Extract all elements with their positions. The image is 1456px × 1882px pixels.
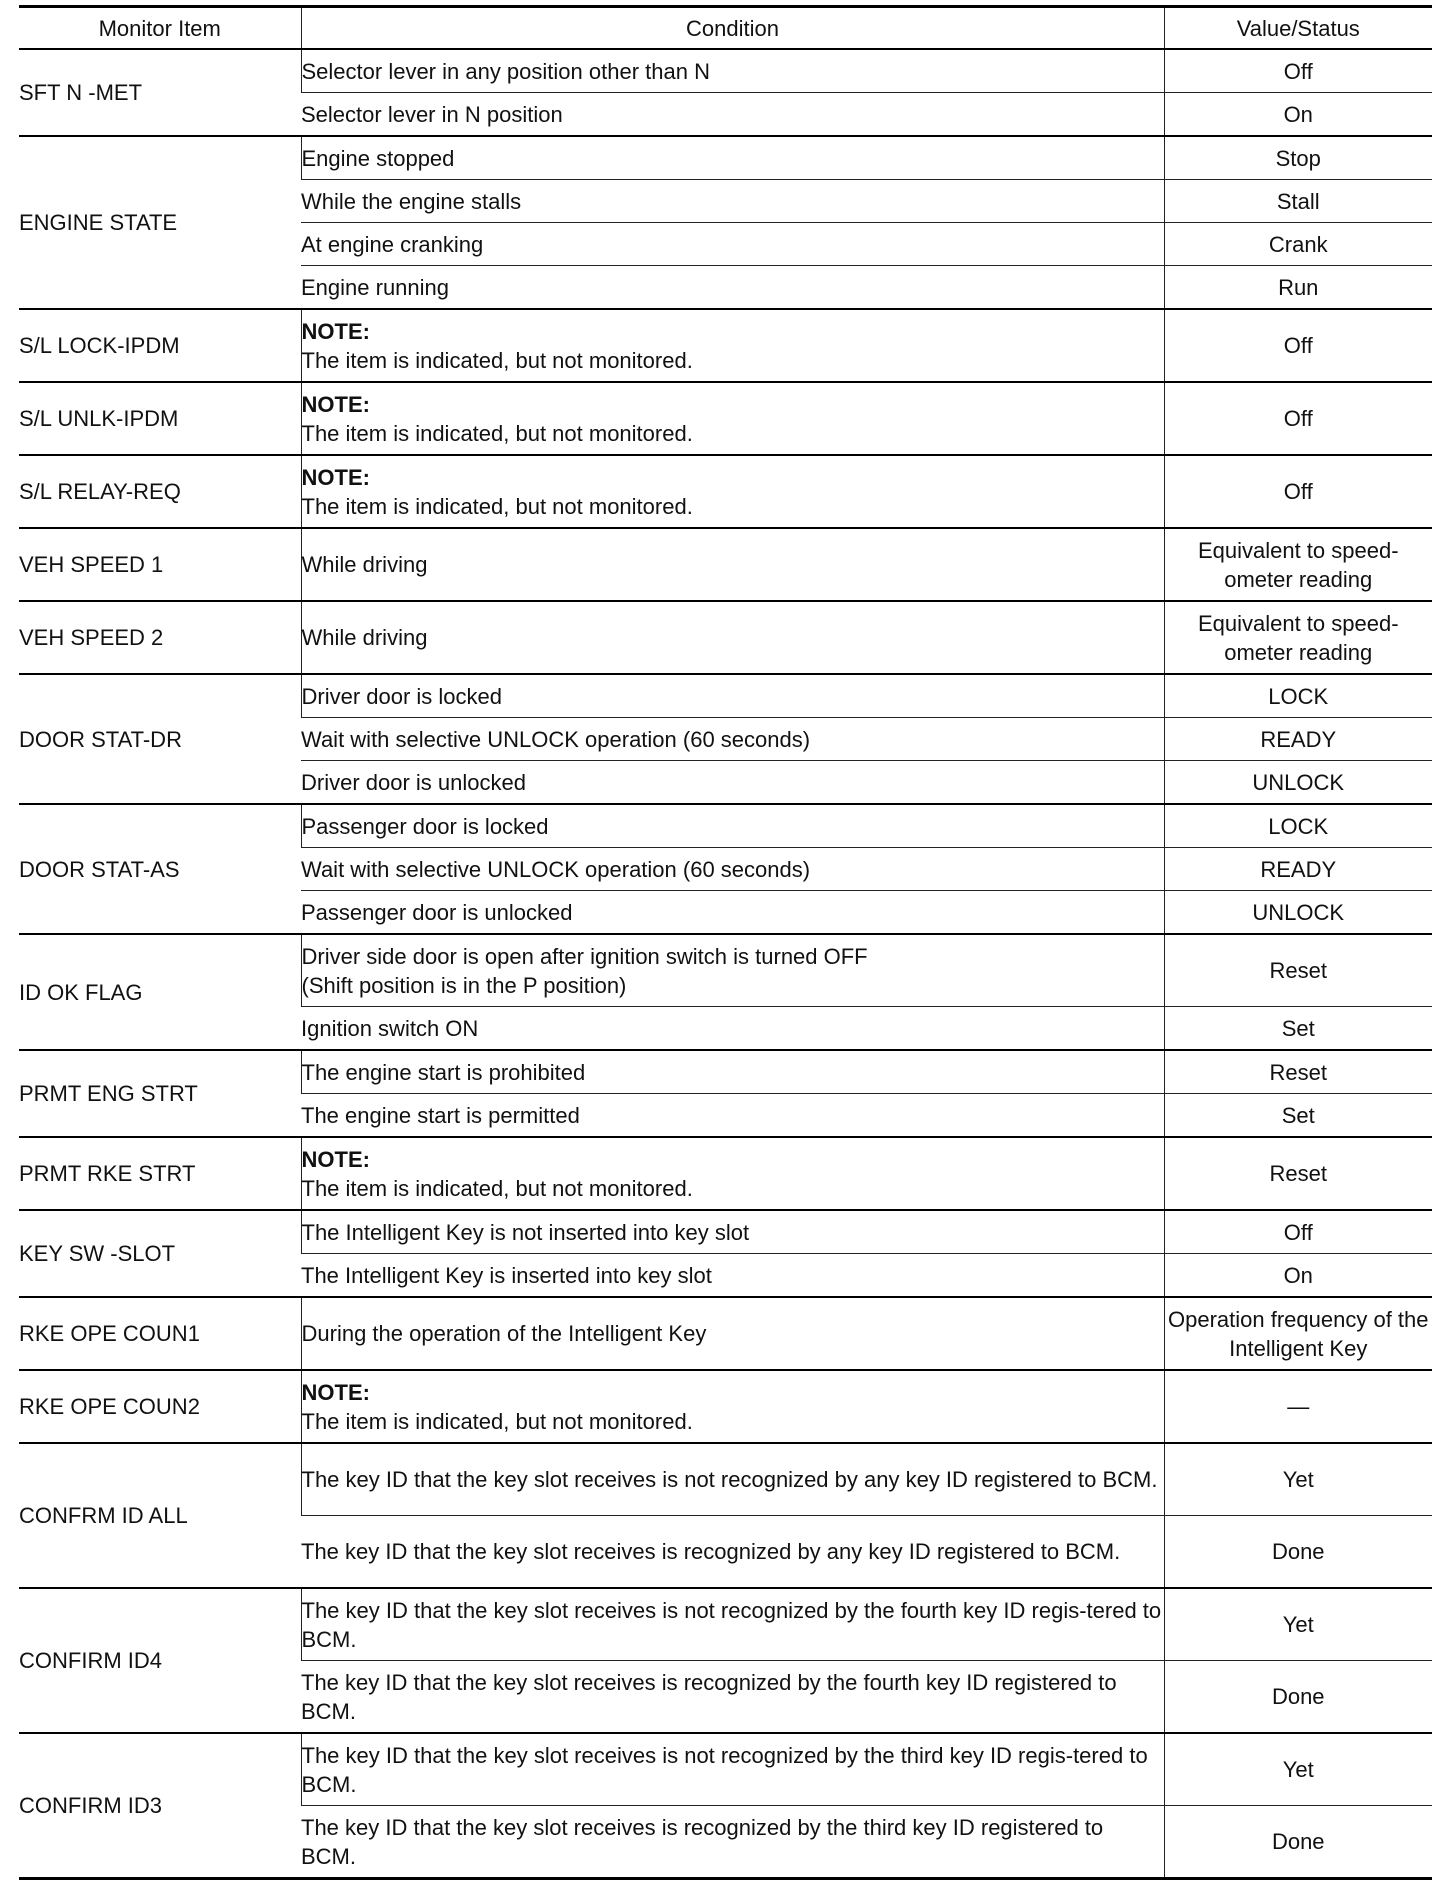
table-row [19, 455, 1432, 528]
condition-cell: The key ID that the key slot receives is not recognized by the third key ID regis-tered to BCM. [301, 1733, 1164, 1806]
value-cell: UNLOCK [1164, 761, 1432, 805]
condition-cell: The key ID that the key slot receives is recognized by any key ID registered to BCM. [301, 1516, 1164, 1589]
monitor-item-cell: S/L RELAY-REQ [19, 455, 301, 528]
condition-cell: Driver door is unlocked [301, 761, 1164, 805]
value-cell: Reset [1164, 1137, 1432, 1210]
value-cell: Done [1164, 1516, 1432, 1589]
monitor-item-cell: CONFIRM ID3 [19, 1733, 301, 1879]
table-row [19, 49, 1432, 93]
header-monitor-item: Monitor Item [19, 7, 301, 50]
monitor-item-cell: PRMT RKE STRT [19, 1137, 301, 1210]
condition-cell: Engine running [301, 266, 1164, 310]
table-row [19, 1137, 1432, 1210]
condition-cell: The Intelligent Key is inserted into key slot [301, 1254, 1164, 1298]
value-cell: Set [1164, 1094, 1432, 1138]
table-header-row [19, 7, 1432, 50]
value-cell: Yet [1164, 1588, 1432, 1661]
condition-cell: Ignition switch ON [301, 1007, 1164, 1051]
value-cell: Equivalent to speed-ometer reading [1164, 528, 1432, 601]
monitor-item-cell: VEH SPEED 1 [19, 528, 301, 601]
monitor-item-cell: SFT N -MET [19, 49, 301, 136]
condition-cell: At engine cranking [301, 223, 1164, 266]
monitor-item-cell: KEY SW -SLOT [19, 1210, 301, 1297]
note-title: NOTE: [301, 1146, 370, 1172]
monitor-item-cell: ENGINE STATE [19, 136, 301, 309]
monitor-item-cell: VEH SPEED 2 [19, 601, 301, 674]
value-cell: Reset [1164, 1050, 1432, 1094]
monitor-item-cell: DOOR STAT-DR [19, 674, 301, 804]
monitor-item-cell: CONFRM ID ALL [19, 1443, 301, 1588]
value-cell: On [1164, 93, 1432, 137]
table-row [19, 1443, 1432, 1516]
value-cell: Off [1164, 309, 1432, 382]
monitor-item-cell: RKE OPE COUN2 [19, 1370, 301, 1443]
note-text: The item is indicated, but not monitored. [301, 1408, 693, 1434]
value-cell: Stall [1164, 180, 1432, 223]
condition-cell: Passenger door is locked [301, 804, 1164, 848]
condition-cell: During the operation of the Intelligent Key [301, 1297, 1164, 1370]
condition-cell [301, 1137, 1164, 1210]
table-row [19, 1210, 1432, 1254]
condition-cell [301, 455, 1164, 528]
monitor-table [19, 5, 1432, 1880]
value-cell: Set [1164, 1007, 1432, 1051]
table-row [19, 1297, 1432, 1370]
monitor-item-cell: PRMT ENG STRT [19, 1050, 301, 1137]
value-cell: Off [1164, 455, 1432, 528]
condition-cell: Engine stopped [301, 136, 1164, 180]
value-cell: LOCK [1164, 804, 1432, 848]
table-row [19, 528, 1432, 601]
condition-cell [301, 382, 1164, 455]
value-cell: Done [1164, 1661, 1432, 1734]
monitor-item-cell: S/L UNLK-IPDM [19, 382, 301, 455]
condition-cell: The engine start is prohibited [301, 1050, 1164, 1094]
condition-cell: While driving [301, 528, 1164, 601]
value-cell: Done [1164, 1806, 1432, 1879]
note-title: NOTE: [301, 391, 370, 417]
condition-cell: Selector lever in any position other than N [301, 49, 1164, 93]
condition-cell: The Intelligent Key is not inserted into key slot [301, 1210, 1164, 1254]
condition-cell: The key ID that the key slot receives is recognized by the fourth key ID registered to BCM. [301, 1661, 1164, 1734]
condition-cell: Driver door is locked [301, 674, 1164, 718]
monitor-item-cell: S/L LOCK-IPDM [19, 309, 301, 382]
value-cell: On [1164, 1254, 1432, 1298]
table-row [19, 309, 1432, 382]
table-row [19, 1588, 1432, 1661]
condition-cell: The key ID that the key slot receives is not recognized by the fourth key ID regis-tered to BCM. [301, 1588, 1164, 1661]
condition-line: (Shift position is in the P position) [301, 972, 627, 998]
value-cell: — [1164, 1370, 1432, 1443]
condition-cell: The key ID that the key slot receives is not recognized by any key ID registered to BCM. [301, 1443, 1164, 1516]
condition-line: Driver side door is open after ignition switch is turned OFF [301, 943, 868, 969]
value-cell: READY [1164, 718, 1432, 761]
table-row [19, 1370, 1432, 1443]
monitor-item-cell: RKE OPE COUN1 [19, 1297, 301, 1370]
monitor-item-cell: DOOR STAT-AS [19, 804, 301, 934]
note-text: The item is indicated, but not monitored. [301, 493, 693, 519]
condition-cell: The engine start is permitted [301, 1094, 1164, 1138]
condition-cell: While the engine stalls [301, 180, 1164, 223]
value-cell: Operation frequency of the Intelligent Key [1164, 1297, 1432, 1370]
condition-cell: The key ID that the key slot receives is recognized by the third key ID registered to BCM. [301, 1806, 1164, 1879]
table-row [19, 674, 1432, 718]
note-text: The item is indicated, but not monitored. [301, 1175, 693, 1201]
value-cell: UNLOCK [1164, 891, 1432, 935]
condition-cell: While driving [301, 601, 1164, 674]
value-cell: Yet [1164, 1443, 1432, 1516]
condition-cell [301, 1370, 1164, 1443]
table-row [19, 601, 1432, 674]
monitor-item-cell: ID OK FLAG [19, 934, 301, 1050]
value-cell: LOCK [1164, 674, 1432, 718]
value-cell: Crank [1164, 223, 1432, 266]
note-title: NOTE: [301, 1379, 370, 1405]
table-row [19, 1733, 1432, 1806]
header-condition: Condition [301, 7, 1164, 50]
value-cell: Reset [1164, 934, 1432, 1007]
value-cell: Off [1164, 382, 1432, 455]
document-page [19, 5, 1432, 1880]
header-value-status: Value/Status [1164, 7, 1432, 50]
value-cell: Run [1164, 266, 1432, 310]
value-cell: Yet [1164, 1733, 1432, 1806]
note-text: The item is indicated, but not monitored. [301, 347, 693, 373]
condition-cell: Wait with selective UNLOCK operation (60 seconds) [301, 848, 1164, 891]
table-row [19, 136, 1432, 180]
value-cell: Off [1164, 49, 1432, 93]
condition-cell [301, 934, 1164, 1007]
table-row [19, 382, 1432, 455]
note-title: NOTE: [301, 318, 370, 344]
table-row [19, 1050, 1432, 1094]
condition-cell: Selector lever in N position [301, 93, 1164, 137]
value-cell: Stop [1164, 136, 1432, 180]
value-cell: Equivalent to speed-ometer reading [1164, 601, 1432, 674]
table-row [19, 934, 1432, 1007]
table-row [19, 804, 1432, 848]
condition-cell: Passenger door is unlocked [301, 891, 1164, 935]
value-cell: Off [1164, 1210, 1432, 1254]
condition-cell: Wait with selective UNLOCK operation (60 seconds) [301, 718, 1164, 761]
condition-cell [301, 309, 1164, 382]
monitor-item-cell: CONFIRM ID4 [19, 1588, 301, 1733]
note-text: The item is indicated, but not monitored. [301, 420, 693, 446]
note-title: NOTE: [301, 464, 370, 490]
value-cell: READY [1164, 848, 1432, 891]
